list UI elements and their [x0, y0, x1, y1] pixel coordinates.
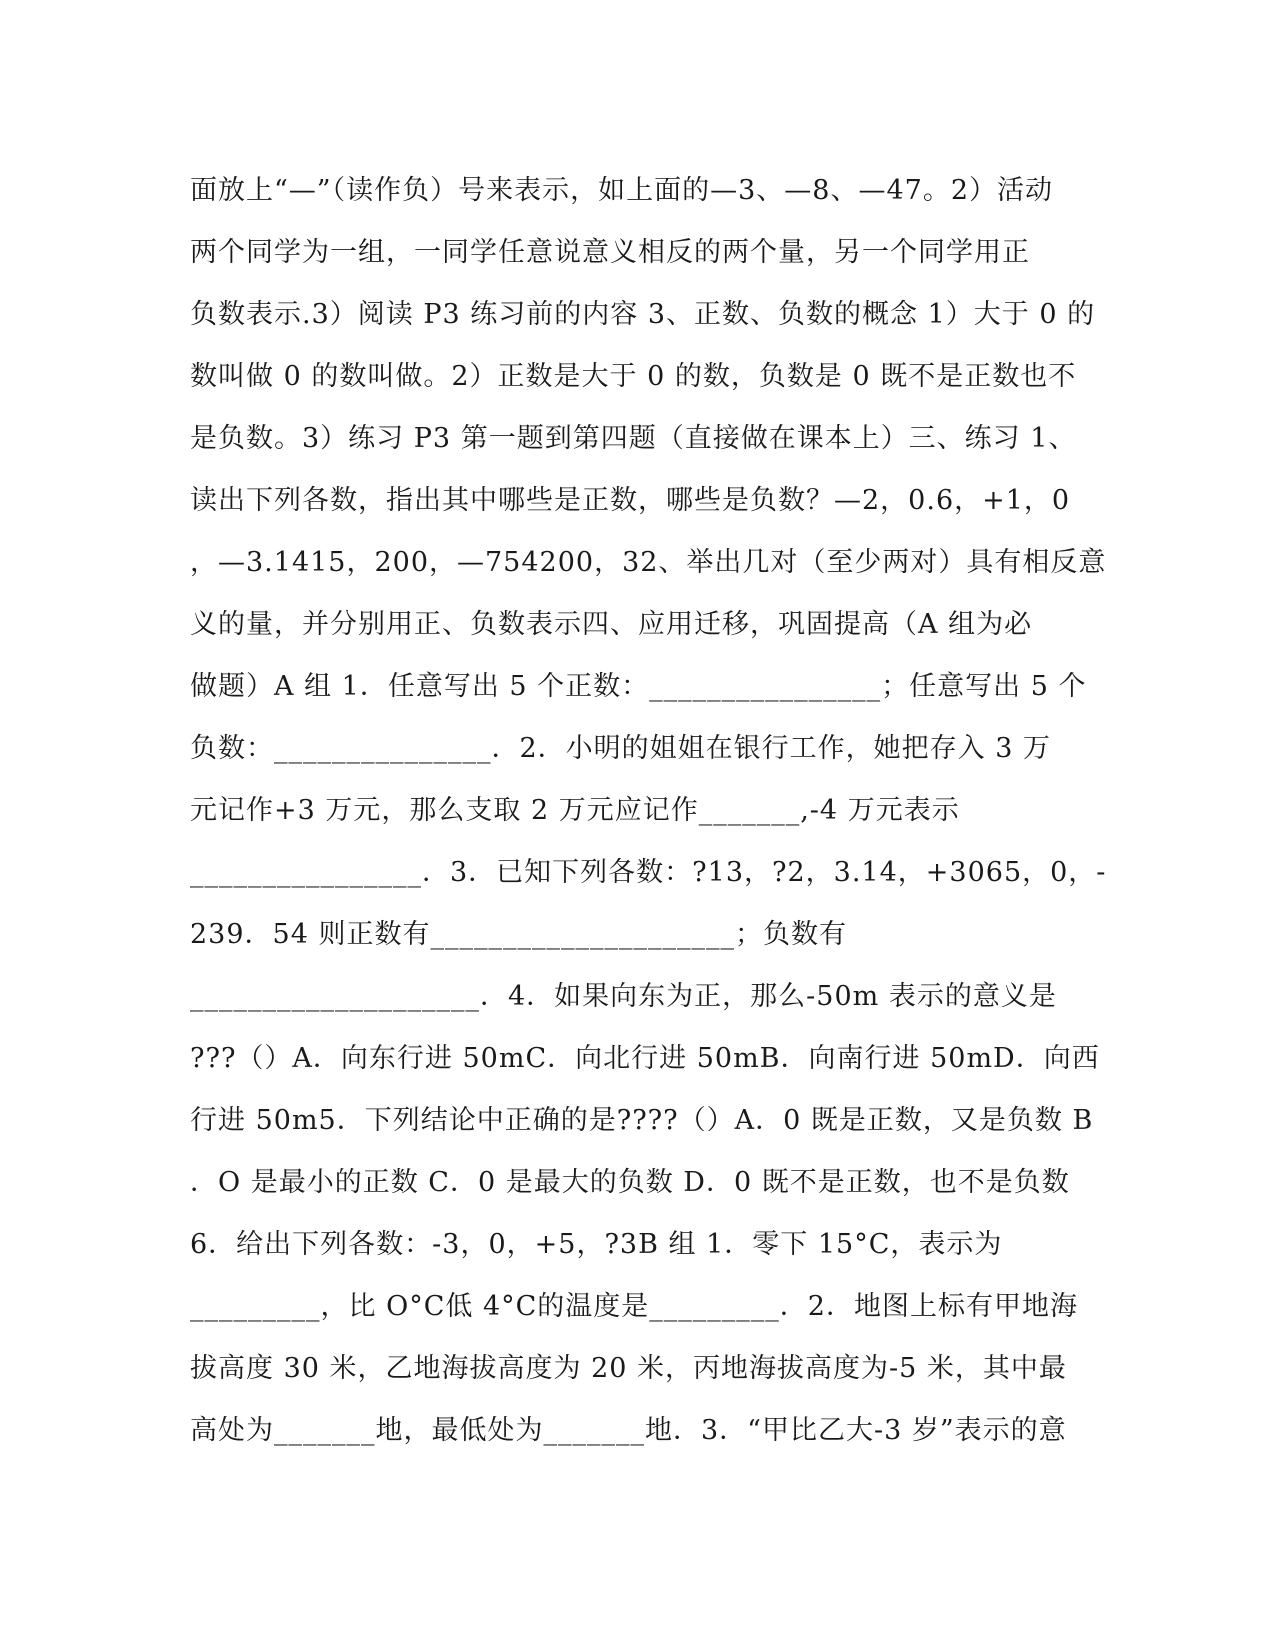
text-line: ________________．3．已知下列各数：?13，?2，3.14，+3065，0，-	[190, 857, 1107, 888]
text-line: 读出下列各数，指出其中哪些是正数，哪些是负数？—2，0.6，+1，0	[190, 485, 1071, 516]
text-line: 两个同学为一组，一同学任意说意义相反的两个量，另一个同学用正	[190, 237, 1030, 268]
text-line: 义的量，并分别用正、负数表示四、应用迁移，巩固提高（A 组为必	[190, 609, 1033, 640]
text-line: 高处为_______地，最低处为_______地．3．“甲比乙大-3 岁”表示的意	[190, 1415, 1067, 1446]
body-text	[190, 160, 1107, 1462]
text-line: 负数表示.3）阅读 P3 练习前的内容 3、正数、负数的概念 1）大于 0 的	[190, 299, 1096, 330]
text-line: 拔高度 30 米，乙地海拔高度为 20 米，丙地海拔高度为-5 米，其中最	[190, 1353, 1067, 1384]
text-line: ．O 是最小的正数 C．0 是最大的负数 D．0 既不是正数，也不是负数	[190, 1167, 1070, 1198]
text-line: 是负数。3）练习 P3 第一题到第四题（直接做在课本上）三、练习 1、	[190, 423, 1077, 454]
text-line: ???（）A．向东行进 50mC．向北行进 50mB．向南行进 50mD．向西	[190, 1043, 1100, 1074]
text-line: 数叫做 0 的数叫做。2）正数是大于 0 的数，负数是 0 既不是正数也不	[190, 361, 1077, 392]
text-line: 239．54 则正数有_____________________；负数有	[190, 919, 847, 950]
text-line: 负数：_______________．2．小明的姐姐在银行工作，她把存入 3 万	[190, 733, 1052, 764]
text-line: 行进 50m5．下列结论中正确的是????（）A．0 既是正数，又是负数 B	[190, 1105, 1094, 1136]
text-line: 面放上“—”（读作负）号来表示，如上面的—3、—8、—47。2）活动	[190, 175, 1053, 206]
text-line: 6．给出下列各数：-3，0，+5，?3B 组 1．零下 15°C，表示为	[190, 1229, 1003, 1260]
text-line: ____________________．4．如果向东为正，那么-50m 表示的意义是	[190, 981, 1057, 1012]
text-line: _________，比 O°C低 4°C的温度是_________．2．地图上标有甲地海	[190, 1291, 1078, 1322]
text-line: 做题）A 组 1．任意写出 5 个正数：________________；任意写出 5 个	[190, 671, 1087, 702]
text-line: 元记作+3 万元，那么支取 2 万元应记作_______,-4 万元表示	[190, 795, 960, 826]
text-line: ，—3.1415，200，—754200，32、举出几对（至少两对）具有相反意	[190, 547, 1107, 578]
